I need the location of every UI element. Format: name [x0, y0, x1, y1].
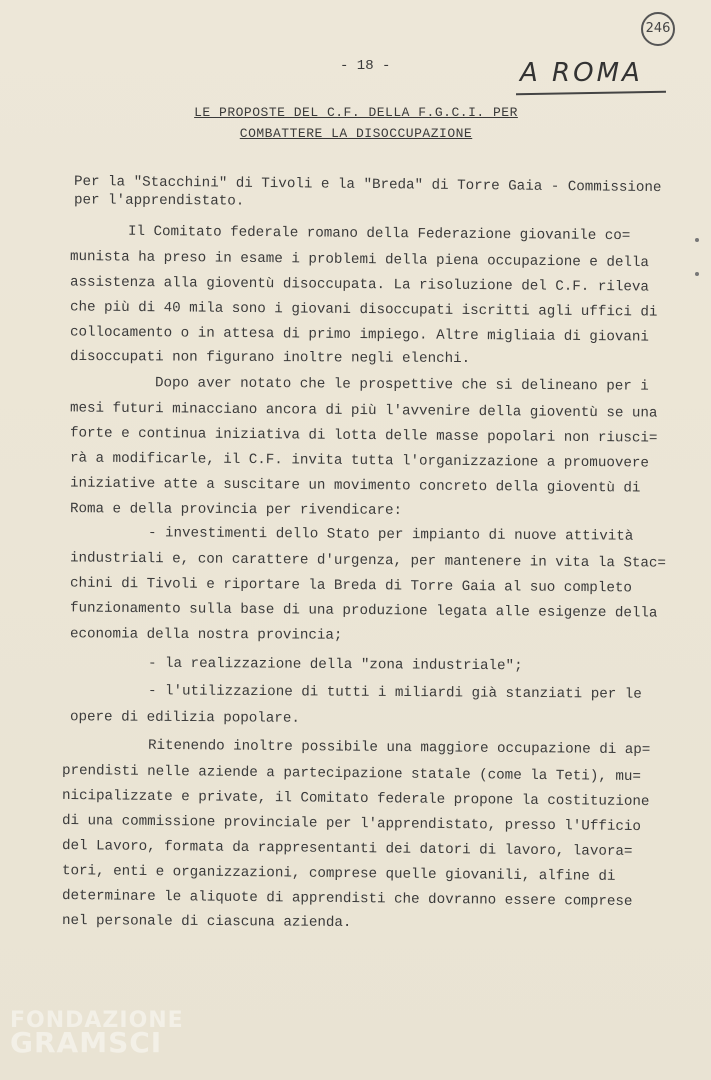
body-line: tori, enti e organizzazioni, comprese quelle giovanili, alfine di — [61, 863, 616, 885]
body-line: nicipalizzate e private, il Comitato federale propone la costituzione — [61, 787, 650, 811]
body-line: - investimenti dello Stato per impianto di nuove attività — [147, 525, 634, 545]
body-line: chini di Tivoli e riportare la Breda di Torre Gaia al suo completo — [69, 575, 632, 597]
body-line: funzionamento sulla base di una produzione legata alle esigenze della — [69, 600, 658, 622]
body-line: forte e continua iniziativa di lotta delle masse popolari non riusci= — [69, 425, 658, 447]
body-line: iniziative atte a suscitare un movimento concreto della gioventù di — [69, 475, 641, 497]
archive-stamp: 246 — [641, 12, 675, 46]
body-line: del Lavoro, formata da rappresentanti dei datori di lavoro, lavora= — [61, 838, 633, 860]
handwritten-underline — [516, 91, 666, 96]
watermark: FONDAZIONE GRAMSCI — [10, 1008, 184, 1059]
body-line: collocamento o in attesa di primo impiego. Altre migliaia di giovani — [69, 324, 650, 346]
body-line: per l'apprendistato. — [73, 192, 245, 210]
body-line: prendisti nelle aziende a partecipazione statale (come la Teti), mu= — [61, 762, 642, 786]
body-line: Ritenendo inoltre possibile una maggiore occupazione di ap= — [147, 737, 651, 759]
body-line: opere di edilizia popolare. — [69, 709, 300, 727]
body-line: determinare le aliquote di apprendisti che dovranno essere comprese — [61, 888, 633, 910]
body-line: Dopo aver notato che le prospettive che si delineano per i — [154, 375, 649, 395]
page-number: - 18 - — [340, 58, 391, 74]
body-line: mesi futuri minacciano ancora di più l'avvenire della gioventù se una — [69, 400, 658, 422]
body-line: rà a modificarle, il C.F. invita tutta l'organizzazione a promuovere — [69, 450, 650, 472]
body-line: assistenza alla gioventù disoccupata. La risoluzione del C.F. rileva — [69, 274, 650, 296]
body-line: Per la "Stacchini" di Tivoli e la "Breda" di Torre Gaia - Commissione — [73, 173, 662, 197]
body-line: industriali e, con carattere d'urgenza, per mantenere in vita la Stac= — [69, 550, 667, 572]
body-line: - la realizzazione della "zona industriale"; — [147, 655, 523, 675]
margin-mark — [695, 272, 699, 276]
body-line: - l'utilizzazione di tutti i miliardi già stanziati per le — [147, 683, 642, 703]
body-line: di una commissione provinciale per l'apprendistato, presso l'Ufficio — [61, 812, 642, 836]
document-title-line-2: COMBATTERE LA DISOCCUPAZIONE — [239, 126, 473, 141]
body-line: Roma e della provincia per rivendicare: — [69, 501, 403, 519]
body-line: Il Comitato federale romano della Federazione giovanile co= — [127, 223, 631, 245]
body-line: munista ha preso in esame i problemi della piena occupazione e della — [69, 248, 650, 272]
body-line: economia della nostra provincia; — [69, 626, 343, 644]
handwritten-note: A ROMA — [520, 58, 643, 88]
body-line: disoccupati non figurano inoltre negli elenchi. — [69, 348, 471, 368]
document-title-line-1: LE PROPOSTE DEL C.F. DELLA F.G.C.I. PER — [194, 105, 518, 120]
body-line: nel personale di ciascuna azienda. — [61, 912, 352, 932]
body-line: che più di 40 mila sono i giovani disoccupati iscritti agli uffici di — [69, 299, 658, 321]
margin-mark — [695, 238, 699, 242]
